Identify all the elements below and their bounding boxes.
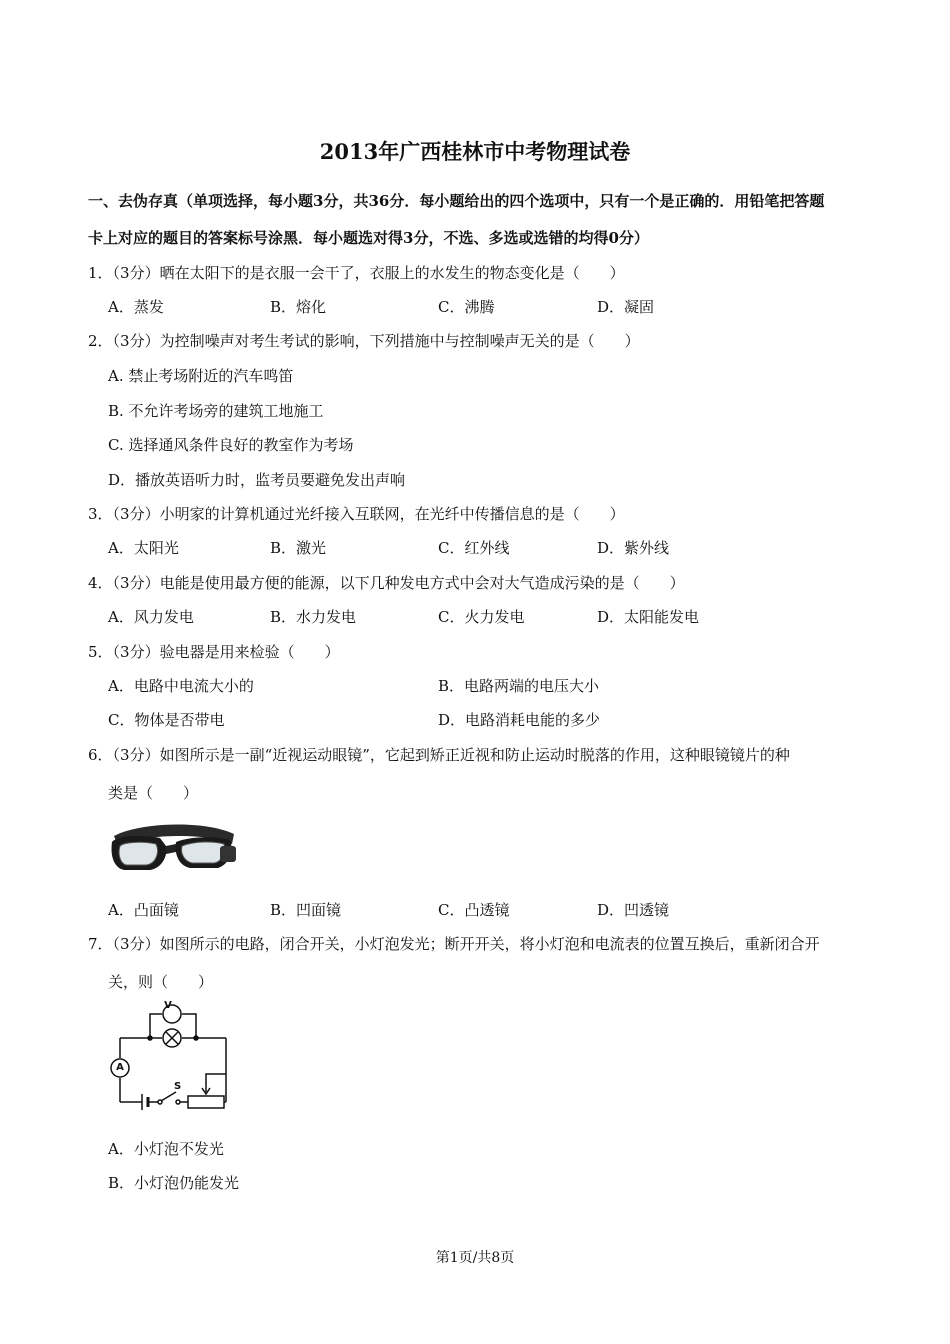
page-title: 2013年广西桂林市中考物理试卷 <box>319 139 631 164</box>
question-3-option-a: A．太阳光 <box>108 539 179 557</box>
question-3-stem: 3．（3分）小明家的计算机通过光纤接入互联网，在光纤中传播信息的是（ ） <box>88 505 625 523</box>
question-5-option-c: C．物体是否带电 <box>108 711 225 729</box>
question-2-option-a: A. 禁止考场附近的汽车鸣笛 <box>108 367 294 385</box>
question-1-stem: 1．（3分）晒在太阳下的是衣服一会干了，衣服上的水发生的物态变化是（ ） <box>88 264 625 282</box>
section-heading-line1: 一、去伪存真（单项选择，每小题3分，共36分．每小题给出的四个选项中，只有一个是正确的．用铅笔把答题 <box>88 192 825 210</box>
sports-goggles-image <box>110 816 238 876</box>
question-3-option-c: C．红外线 <box>438 539 510 557</box>
question-3-option-b: B．激光 <box>270 539 327 557</box>
question-4-option-b: B．水力发电 <box>270 608 357 626</box>
question-4-option-d: D．太阳能发电 <box>597 608 700 626</box>
section-heading-line2: 卡上对应的题目的答案标号涂黑．每小题选对得3分，不选、多选或选错的均得0分） <box>88 229 649 247</box>
question-5-option-a: A．电路中电流大小的 <box>108 677 254 695</box>
question-2-option-c: C. 选择通风条件良好的教室作为考场 <box>108 436 354 454</box>
question-2-option-b: B. 不允许考场旁的建筑工地施工 <box>108 402 324 420</box>
question-7-option-b: B．小灯泡仍能发光 <box>108 1174 240 1192</box>
question-6-stem-line1: 6．（3分）如图所示是一副“近视运动眼镜”，它起到矫正近视和防止运动时脱落的作用，这种眼镜镜片的种 <box>88 746 790 764</box>
question-6-stem-line2: 类是（ ） <box>108 784 199 802</box>
question-7-option-a: A．小灯泡不发光 <box>108 1140 224 1158</box>
question-4-option-c: C．火力发电 <box>438 608 525 626</box>
question-1-option-d: D．凝固 <box>597 298 655 316</box>
question-7-stem-line2: 关，则（ ） <box>108 973 214 991</box>
question-2-option-d: D．播放英语听力时，监考员要避免发出声响 <box>108 471 406 489</box>
question-6-option-a: A．凸面镜 <box>108 901 179 919</box>
question-5-stem: 5．（3分）验电器是用来检验（ ） <box>88 643 340 661</box>
question-6-option-b: B．凹面镜 <box>270 901 342 919</box>
question-5-option-d: D．电路消耗电能的多少 <box>438 711 601 729</box>
question-1-option-b: B．熔化 <box>270 298 327 316</box>
question-6-option-c: C．凸透镜 <box>438 901 510 919</box>
question-4-option-a: A．风力发电 <box>108 608 194 626</box>
question-7-stem-line1: 7．（3分）如图所示的电路，闭合开关，小灯泡发光；断开开关，将小灯泡和电流表的位置互换后，重新闭合开 <box>88 935 820 953</box>
circuit-diagram <box>104 1000 234 1112</box>
question-1-option-c: C．沸腾 <box>438 298 495 316</box>
question-2-stem: 2．（3分）为控制噪声对考生考试的影响，下列措施中与控制噪声无关的是（ ） <box>88 332 640 350</box>
question-5-option-b: B．电路两端的电压大小 <box>438 677 600 695</box>
switch-label: S <box>174 1081 182 1092</box>
question-3-option-d: D．紫外线 <box>597 539 670 557</box>
voltmeter-label: V <box>164 1000 172 1011</box>
question-4-stem: 4．（3分）电能是使用最方便的能源，以下几种发电方式中会对大气造成污染的是（ ） <box>88 574 685 592</box>
question-1-option-a: A．蒸发 <box>108 298 164 316</box>
page-footer: 第1页/共8页 <box>435 1250 515 1266</box>
ammeter-label: A <box>116 1062 124 1073</box>
question-6-option-d: D．凹透镜 <box>597 901 670 919</box>
